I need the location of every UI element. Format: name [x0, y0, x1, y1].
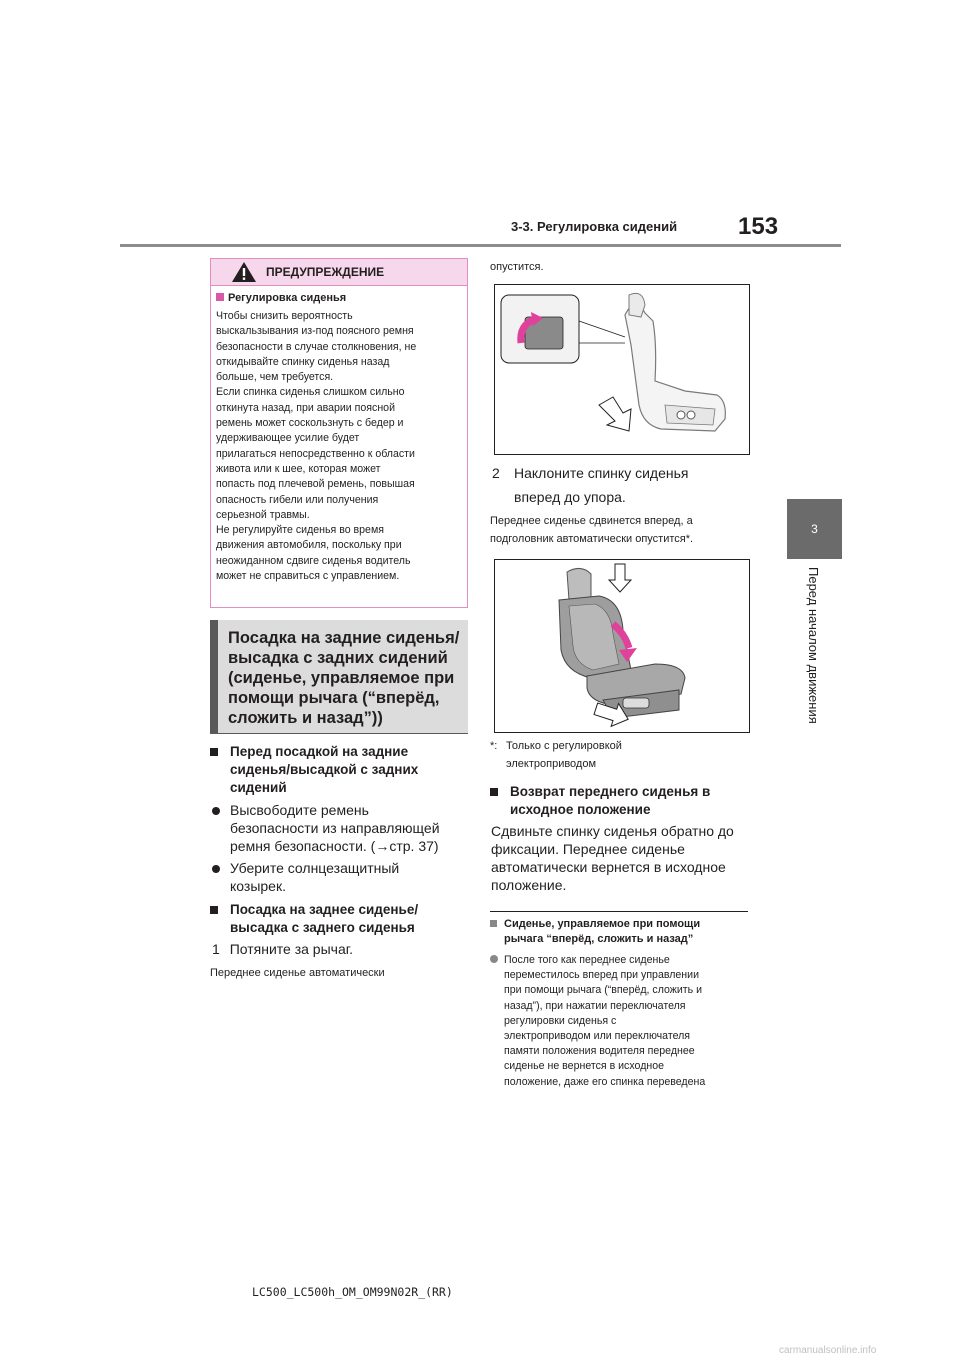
step-number: 2: [492, 465, 500, 481]
warning-body: [216, 309, 462, 584]
chapter-number: 3: [811, 522, 818, 536]
seat-fold-illustration: [495, 560, 749, 732]
warning-line: Не регулируйте сиденья во время: [216, 524, 384, 537]
warning-header: [211, 259, 467, 286]
subheading-return-seat: Возврат переднего сиденья в исходное положение: [490, 783, 752, 819]
warning-line: безопасности в случае столкновения, не: [216, 340, 417, 353]
bullet-dot-icon: [490, 955, 498, 963]
bullet-sun-visor: Уберите солнцезащитный козырек.: [212, 859, 470, 895]
step-1-note: Переднее сиденье автоматически: [210, 967, 385, 979]
warning-line: Если спинка сиденья слишком сильно: [216, 386, 405, 399]
subheading-rear-seat: Посадка на заднее сиденье/ высадка с заднего сиденья: [210, 901, 468, 937]
header-rule: [120, 244, 841, 247]
warning-triangle-icon: [231, 261, 257, 283]
return-paragraph: Сдвиньте спинку сиденья обратно до фиксации. Переднее сиденье автоматически вернется в исходное положение.: [491, 823, 734, 893]
warning-line: опасность гибели или получения: [216, 493, 379, 506]
step-number: 1: [212, 941, 220, 957]
watermark: carmanualsonline.info: [779, 1345, 877, 1356]
warning-line: попасть под плечевой ремень, повышая: [216, 478, 415, 491]
page-number: 153: [738, 213, 779, 240]
footnote: *: Только с регулировкой электроприводом: [490, 740, 622, 770]
section-rule: [210, 733, 468, 734]
warning-line: откидывайте спинку сиденья назад: [216, 355, 390, 368]
warning-line: выскальзывания из-под поясного ремня: [216, 325, 414, 338]
section-header-title: 3-3. Регулировка сидений: [511, 219, 678, 234]
warning-line: откинута назад, при аварии поясной: [216, 401, 395, 414]
square-bullet-icon: [490, 788, 498, 796]
chapter-title: Перед началом движения: [806, 567, 821, 724]
note-rule: [490, 911, 748, 912]
step-2: 2 Наклоните спинку сиденья вперед до упора.: [492, 465, 689, 505]
warning-line: прилагаться непосредственно к области: [216, 447, 415, 460]
step-text: Потяните за рычаг.: [229, 941, 354, 957]
warning-line: может не справиться с управлением.: [216, 570, 400, 583]
bullet-dot-icon: [212, 807, 220, 815]
warning-line: неожиданном сдвиге сиденья водитель: [216, 554, 411, 567]
warning-line: удерживающее усилие будет: [216, 432, 360, 445]
continued-text: опустится.: [490, 261, 544, 273]
bullet-dot-icon: [212, 865, 220, 873]
warning-line: живота или к шее, которая может: [216, 462, 381, 475]
step-1: [212, 940, 470, 958]
warning-box: [210, 258, 468, 608]
document-code: LC500_LC500h_OM_OM99N02R_(RR): [252, 1285, 453, 1299]
warning-title: ПРЕДУПРЕЖДЕНИЕ: [266, 265, 385, 279]
square-bullet-icon: [216, 293, 224, 301]
warning-subtitle: Регулировка сиденья: [216, 292, 346, 304]
square-bullet-icon: [210, 748, 218, 756]
seat-lever-illustration: [495, 285, 749, 454]
note-body: После того как переднее сиденье переместилось вперед при управлении при помощи рычага (“вперёд, сложить и назад”), при нажатии переключателя регулировки сиденья с электроприводом или переключателя памяти положения водителя переднее сиденье не вернется в исходное положение, даже его спинка переведена: [490, 953, 752, 1090]
warning-line: больше, чем требуется.: [216, 371, 334, 384]
step-2-note: Переднее сиденье сдвинется вперед, а подголовник автоматически опустится*.: [490, 515, 694, 545]
section-heading-box: [210, 620, 468, 733]
illustration-pull-lever: [494, 284, 750, 455]
square-bullet-icon: [210, 906, 218, 914]
chapter-tab: [787, 499, 842, 559]
square-bullet-icon: [490, 920, 497, 927]
note-title: Сиденье, управляемое при помощи рычага “вперёд, сложить и назад”: [490, 917, 752, 947]
warning-line: Чтобы снизить вероятность: [216, 310, 353, 322]
warning-line: серьезной травмы.: [216, 508, 310, 521]
illustration-fold-seatback: [494, 559, 750, 733]
bullet-release-belt: Высвободите ремень безопасности из направляющей ремня безопасности. (→стр. 37): [212, 801, 470, 855]
warning-line: ремень может соскользнуть с бедер и: [216, 417, 404, 430]
warning-line: движения автомобиля, поскольку при: [216, 539, 402, 552]
section-heading: Посадка на задние сиденья/ высадка с задних сидений (сиденье, управляемое при помощи рычага (“вперёд, сложить и назад”)): [228, 629, 460, 727]
subheading-before-boarding: Перед посадкой на задние сиденья/высадкой с задних сидений: [210, 743, 468, 797]
